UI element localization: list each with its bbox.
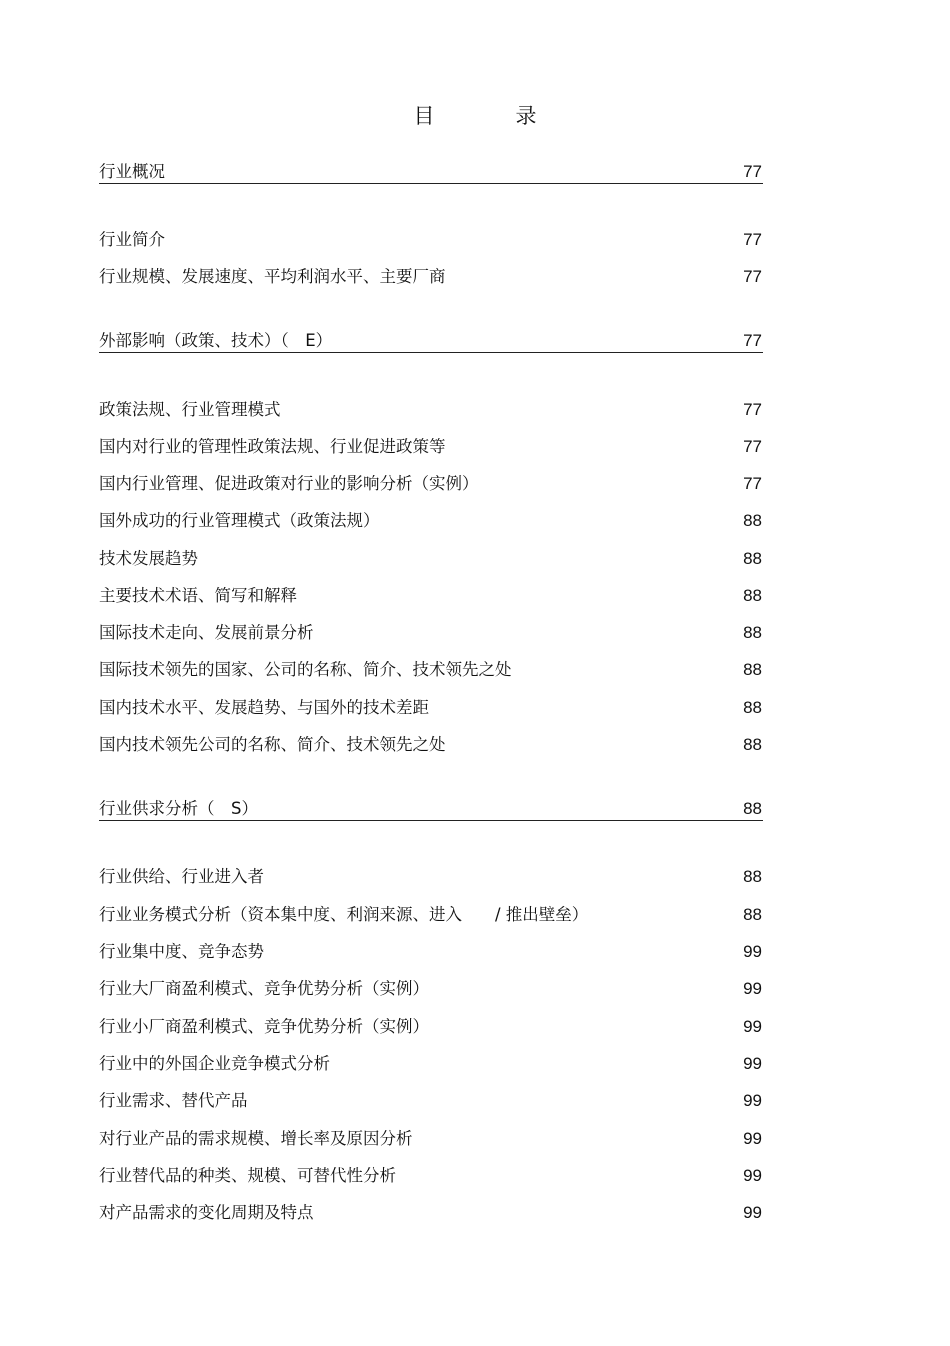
toc-entry-label: 行业简介 <box>99 230 165 249</box>
toc-entry-page: 99 <box>743 1091 762 1110</box>
toc-entry[interactable] <box>99 901 763 925</box>
toc-entry-label: 行业供给、行业进入者 <box>99 867 264 886</box>
toc-entry-section[interactable] <box>99 329 763 353</box>
toc-entry-label: 行业中的外国企业竞争模式分析 <box>99 1054 330 1073</box>
toc-entry-page: 88 <box>743 660 762 679</box>
toc-entry[interactable] <box>99 507 763 531</box>
toc-entry[interactable] <box>99 656 763 680</box>
toc-entry[interactable] <box>99 263 763 287</box>
toc-entry-label: 外部影响（政策、技术）（ E） <box>99 331 333 350</box>
toc-entry-section[interactable] <box>99 797 763 821</box>
toc-entry-page: 88 <box>743 799 762 818</box>
toc-entry-page: 88 <box>743 586 762 605</box>
toc-entry[interactable] <box>99 433 763 457</box>
toc-entry-page: 88 <box>743 867 762 886</box>
toc-entry[interactable] <box>99 545 763 569</box>
toc-entry[interactable] <box>99 396 763 420</box>
toc-entry-label: 行业集中度、竞争态势 <box>99 942 264 961</box>
toc-entry-page: 88 <box>743 511 762 530</box>
toc-entry-page: 99 <box>743 942 762 961</box>
toc-entry-label: 国内行业管理、促进政策对行业的影响分析（实例） <box>99 474 479 493</box>
toc-entry[interactable] <box>99 694 763 718</box>
toc-entry[interactable] <box>99 1125 763 1149</box>
toc-entry-page: 99 <box>743 1203 762 1222</box>
toc-entry-label: 技术发展趋势 <box>99 549 198 568</box>
toc-entry-label: 国外成功的行业管理模式（政策法规） <box>99 511 380 530</box>
toc-entry-label: 国内技术领先公司的名称、简介、技术领先之处 <box>99 735 446 754</box>
toc-entry-label: 行业业务模式分析（资本集中度、利润来源、进入 / 推出壁垒） <box>99 905 589 924</box>
toc-entry-page: 77 <box>743 437 762 456</box>
toc-entry[interactable] <box>99 582 763 606</box>
toc-entry-label: 行业替代品的种类、规模、可替代性分析 <box>99 1166 396 1185</box>
toc-entry-page: 88 <box>743 623 762 642</box>
toc-entry-page: 88 <box>743 905 762 924</box>
toc-entry[interactable] <box>99 226 763 250</box>
toc-entry[interactable] <box>99 938 763 962</box>
toc-entry-section[interactable] <box>99 160 763 184</box>
toc-entry[interactable] <box>99 1087 763 1111</box>
toc-entry-page: 88 <box>743 549 762 568</box>
toc-entry-page: 77 <box>743 474 762 493</box>
toc-entry[interactable] <box>99 975 763 999</box>
toc-entry-label: 政策法规、行业管理模式 <box>99 400 281 419</box>
toc-entry-page: 99 <box>743 1166 762 1185</box>
toc-entry-label: 对行业产品的需求规模、增长率及原因分析 <box>99 1129 413 1148</box>
toc-entry-label: 主要技术术语、简写和解释 <box>99 586 297 605</box>
toc-entry-page: 88 <box>743 735 762 754</box>
toc-entry-page: 88 <box>743 698 762 717</box>
toc-entry[interactable] <box>99 863 763 887</box>
toc-entry-page: 77 <box>743 331 762 350</box>
toc-entry-page: 99 <box>743 1017 762 1036</box>
toc-entry[interactable] <box>99 619 763 643</box>
toc-entry-label: 国际技术领先的国家、公司的名称、简介、技术领先之处 <box>99 660 512 679</box>
toc-entry-page: 99 <box>743 1054 762 1073</box>
toc-entry-label: 行业需求、替代产品 <box>99 1091 248 1110</box>
toc-entry-page: 77 <box>743 162 762 181</box>
toc-entry-label: 行业供求分析（ S） <box>99 799 258 818</box>
toc-entry[interactable] <box>99 470 763 494</box>
toc-entry-page: 77 <box>743 267 762 286</box>
toc-entry-label: 行业概况 <box>99 162 165 181</box>
toc-entry[interactable] <box>99 1013 763 1037</box>
toc-entry-page: 77 <box>743 230 762 249</box>
toc-entry-label: 对产品需求的变化周期及特点 <box>99 1203 314 1222</box>
toc-entry[interactable] <box>99 731 763 755</box>
toc-entry[interactable] <box>99 1050 763 1074</box>
toc-entry-label: 国际技术走向、发展前景分析 <box>99 623 314 642</box>
toc-entry-page: 99 <box>743 1129 762 1148</box>
toc-entry-label: 国内技术水平、发展趋势、与国外的技术差距 <box>99 698 429 717</box>
toc-entry-page: 77 <box>743 400 762 419</box>
toc-entry[interactable] <box>99 1199 763 1223</box>
toc-entry[interactable] <box>99 1162 763 1186</box>
toc-entry-label: 行业大厂商盈利模式、竞争优势分析（实例） <box>99 979 429 998</box>
toc-entry-label: 国内对行业的管理性政策法规、行业促进政策等 <box>99 437 446 456</box>
toc-entry-label: 行业小厂商盈利模式、竞争优势分析（实例） <box>99 1017 429 1036</box>
toc-entry-label: 行业规模、发展速度、平均利润水平、主要厂商 <box>99 267 446 286</box>
toc-title: 目 录 <box>413 104 567 128</box>
toc-entry-page: 99 <box>743 979 762 998</box>
